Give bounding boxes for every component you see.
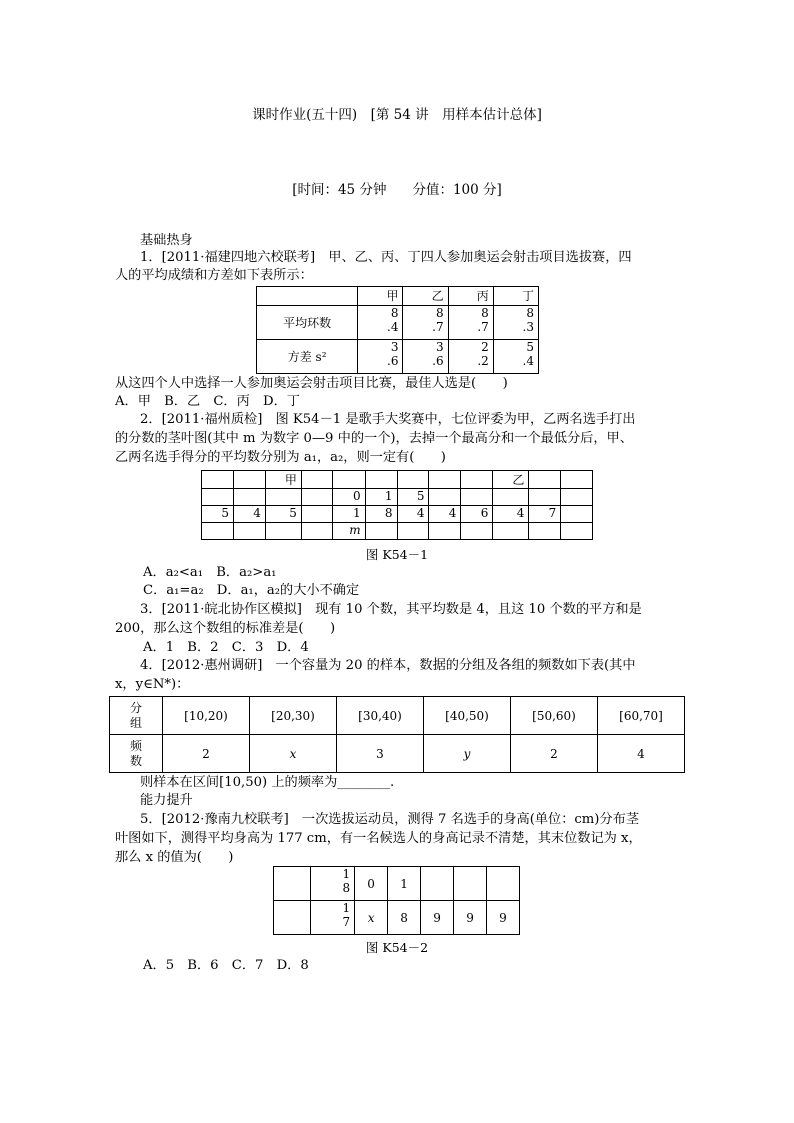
q5-cell: 1 [388,867,421,901]
q1-cell: 5 [526,340,534,354]
q5-line2: 叶图如下，测得平均身高为 177 cm，有一名候选人的身高记录不清楚，其末位数记为 x， [115,831,642,846]
section-heading-basic: 基础热身 [140,233,193,248]
q1-cell: .2 [477,354,489,368]
q2-line2: 的分数的茎叶图(其中 m 为数字 0—9 中的一个)，去掉一个最高分和一个最低分后，甲、 [115,431,633,446]
q2-line1: 2．[2011·福州质检] 图 K54－1 是歌手大奖赛中，七位评委为甲，乙两名选手打出 [140,412,636,427]
stem-cell [461,489,493,506]
q4-freq: y [424,735,511,773]
q1-cell: .3 [522,320,534,334]
stem-cell: 1 [333,506,365,523]
stem-cell [301,489,333,506]
q5-cell: 8 [342,881,351,895]
stem-cell: m [333,523,365,540]
q5-stem-leaf-table [273,866,520,935]
section-heading-advanced: 能力提升 [140,793,193,808]
q4-frequency-table [109,696,685,773]
q5-line3: 那么 x 的值为( ) [115,850,234,865]
q4-freq: 4 [598,735,685,773]
q4-freq-label: 数 [129,753,142,768]
stem-cell [561,489,593,506]
q2-option-ab: A．a₂<a₁ B．a₂>a₁ [143,565,277,580]
q4-freq: x [250,735,337,773]
q4-group: [40,50) [424,697,511,735]
time-score-line [0,178,794,198]
q4-line3: 则样本在区间[10,50) 上的频率为________. [140,775,395,790]
stem-cell [397,523,429,540]
q5-cell: 8 [388,901,421,935]
stem-cell [202,523,234,540]
q3-line2: 200，那么这个数组的标准差是( ) [115,621,336,636]
stem-cell [561,506,593,523]
q1-options: A．甲 B．乙 C．丙 D．丁 [115,394,300,409]
q1-header: 甲 [358,287,403,306]
score-label: 分值：100 分] [412,182,502,198]
figure-caption-k54-1: 图 K54－1 [365,547,429,562]
stem-cell [365,523,397,540]
q1-table [256,286,539,374]
stem-cell [265,489,301,506]
q1-cell: 8 [481,306,489,320]
q1-cell: 8 [435,306,444,320]
q5-options: A．5 B．6 C．7 D．8 [143,958,309,973]
stem-cell [265,523,301,540]
q1-cell: 8 [390,306,399,320]
q4-group: [30,40) [337,697,424,735]
stem-cell [493,489,529,506]
stem-cell: 8 [365,506,397,523]
stem-cell [561,523,593,540]
q1-cell: .6 [387,354,399,368]
stem-cell: 5 [397,489,429,506]
stem-cell: 5 [265,506,301,523]
q4-group: [50,60) [511,697,598,735]
stem-cell [301,523,333,540]
q4-group-label: 分 [129,700,142,715]
stem-cell: 5 [202,506,234,523]
stem-cell [529,523,561,540]
stem-cell [233,489,265,506]
q1-cell: 3 [390,340,399,354]
q5-cell: 0 [355,867,388,901]
q1-row-label: 平均环数 [257,306,358,340]
q5-cell: 7 [342,915,351,929]
stem-header-right: 乙 [493,471,529,489]
q1-cell: 2 [481,340,489,354]
q4-group: [20,30) [250,697,337,735]
stem-cell: 6 [461,506,493,523]
stem-header-left: 甲 [265,471,301,489]
q4-line1: 4．[2012·惠州调研] 一个容量为 20 的样本，数据的分组及各组的频数如下表(其中 [140,658,636,673]
time-label: [时间：45 分钟 [292,182,387,198]
stem-cell [202,489,234,506]
stem-cell: 4 [429,506,461,523]
stem-cell: 7 [529,506,561,523]
q4-freq-label: 频 [129,738,142,753]
stem-cell [529,489,561,506]
stem-cell [429,489,461,506]
q3-options: A．1 B．2 C．3 D．4 [143,640,309,655]
q4-freq: 3 [337,735,424,773]
q5-line1: 5．[2012·豫南九校联考] 一次选拔运动员，测得 7 名选手的身高(单位：cm)分布茎 [140,812,640,827]
q5-cell: 9 [487,901,520,935]
q1-cell: 8 [526,306,534,320]
q1-cell: 3 [435,340,444,354]
q5-cell: 9 [421,901,454,935]
stem-cell [429,523,461,540]
q1-cell: .7 [477,320,489,334]
stem-cell: 1 [365,489,397,506]
q3-line1: 3．[2011·皖北协作区模拟] 现有 10 个数，其平均数是 4，且这 10 个数的平方和是 [140,602,642,617]
q4-freq: 2 [163,735,250,773]
q4-group: [60,70] [598,697,685,735]
q4-line2: x，y∈N*)： [115,677,190,692]
q5-cell: 9 [454,901,487,935]
stem-cell [233,523,265,540]
stem-cell [301,506,333,523]
stem-cell: 4 [397,506,429,523]
q5-cell: 1 [342,867,351,881]
q4-group: [10,20) [163,697,250,735]
q2-stem-leaf-table [201,470,593,540]
page-title: 课时作业(五十四) [第 54 讲 用样本估计总体] [252,107,542,123]
q2-line3: 乙两名选手得分的平均数分别为 a₁，a₂，则一定有( ) [115,450,446,465]
q1-cell: .4 [387,320,399,334]
figure-caption-k54-2: 图 K54－2 [365,940,429,955]
q1-header: 丁 [493,287,538,306]
q1-cell: .4 [522,354,534,368]
stem-cell [461,523,493,540]
q4-freq: 2 [511,735,598,773]
q1-header: 乙 [403,287,448,306]
q1-line2: 人的平均成绩和方差如下表所示： [115,268,313,283]
q1-line3: 从这四个人中选择一人参加奥运会射击项目比赛，最佳人选是( ) [115,376,508,391]
q2-option-cd: C．a₁=a₂ D．a₁，a₂的大小不确定 [143,583,360,598]
q1-cell: .6 [432,354,444,368]
q5-cell: x [355,901,388,935]
stem-cell: 4 [233,506,265,523]
q5-cell: 1 [342,901,351,915]
stem-cell: 0 [333,489,365,506]
stem-cell: 4 [493,506,529,523]
stem-cell [493,523,529,540]
q1-line1: 1．[2011·福建四地六校联考] 甲、乙、丙、丁四人参加奥运会射击项目选拔赛，四 [140,250,632,265]
q1-header: 丙 [448,287,493,306]
q4-group-label: 组 [129,715,142,730]
q1-cell: .7 [432,320,444,334]
q1-row-label: 方差 s² [257,340,358,374]
